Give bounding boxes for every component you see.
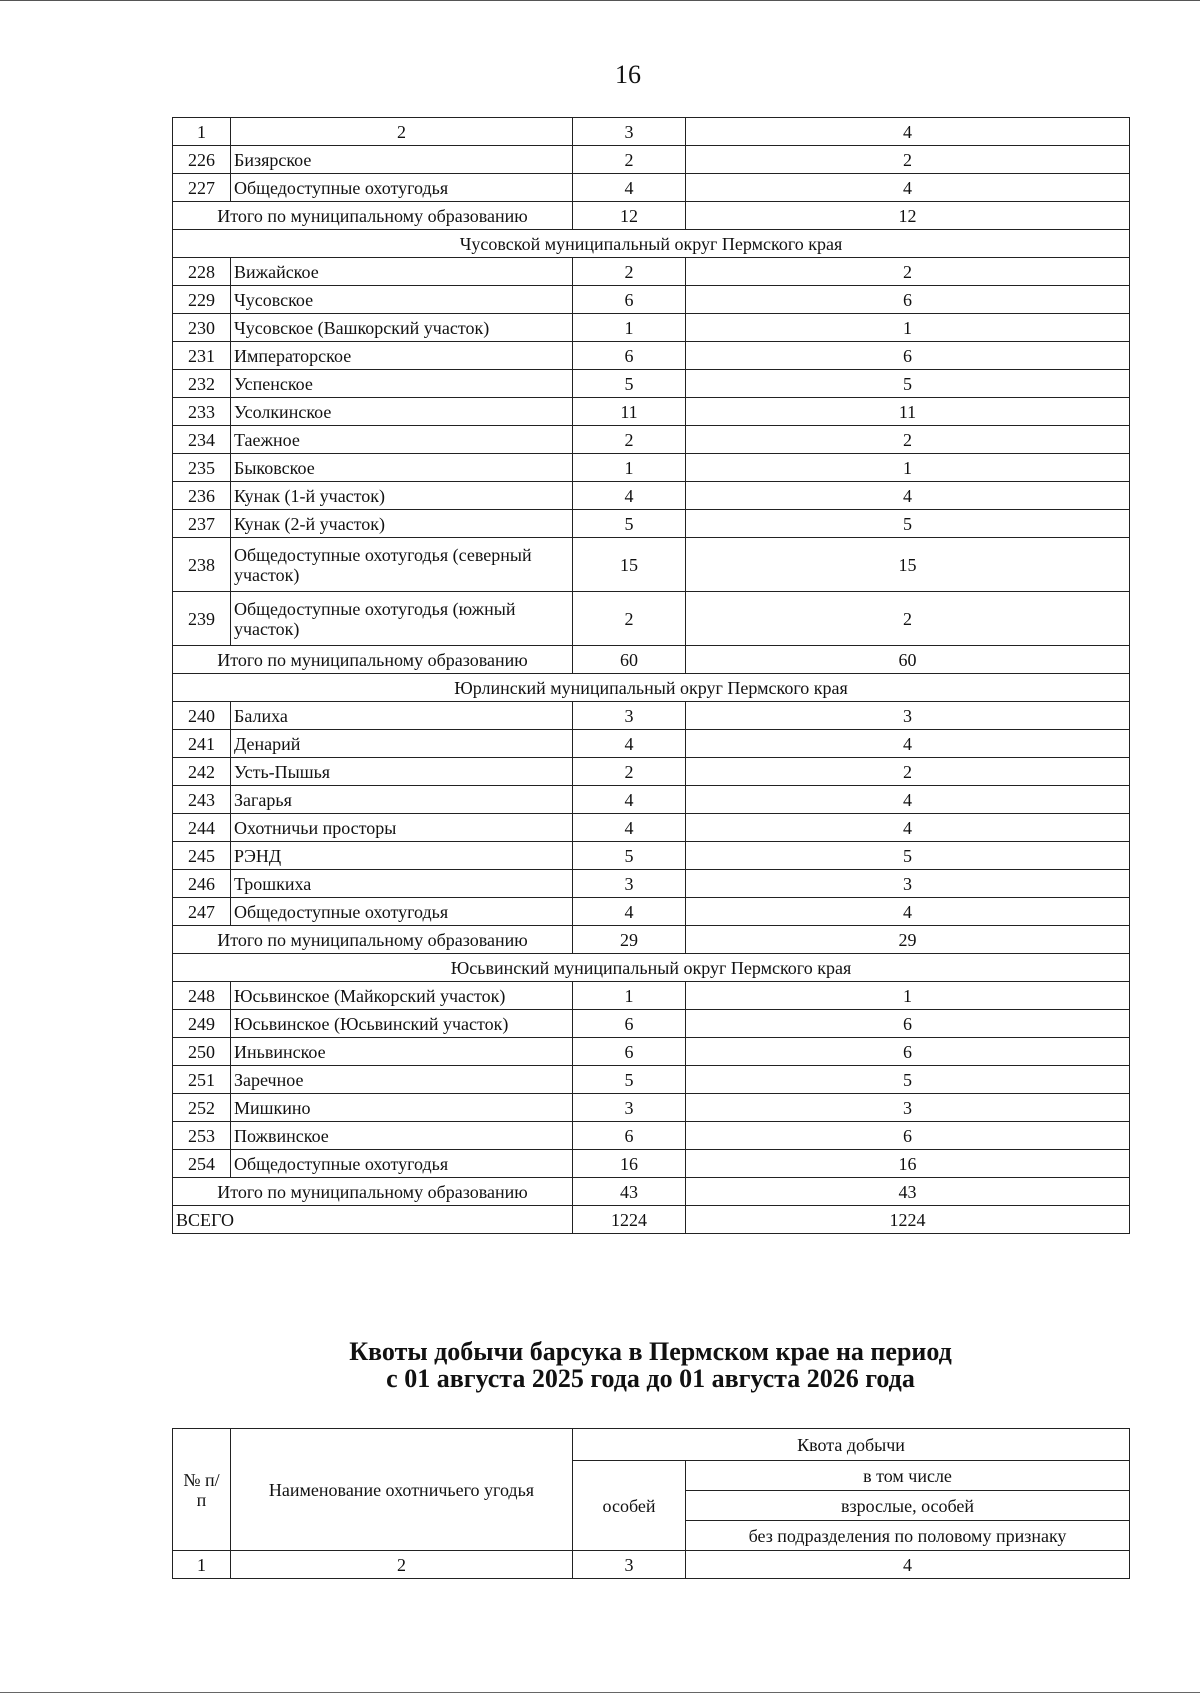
- hunting-ground-row: [173, 538, 1130, 592]
- subtotal-adults: 29: [686, 926, 1130, 954]
- column-index-cell: 1: [173, 1551, 231, 1579]
- quota-individuals: 2: [573, 426, 686, 454]
- quota-individuals: 1: [573, 314, 686, 342]
- column-index-cell: 3: [573, 118, 686, 146]
- row-number: 246: [173, 870, 231, 898]
- quota-individuals: 6: [573, 286, 686, 314]
- hunting-ground-row: [173, 314, 1130, 342]
- quota-adults: 2: [686, 146, 1130, 174]
- hunting-ground-name: Пожвинское: [231, 1122, 573, 1150]
- quota-adults: 4: [686, 174, 1130, 202]
- row-number: 254: [173, 1150, 231, 1178]
- quota-adults: 6: [686, 1038, 1130, 1066]
- hunting-ground-row: [173, 174, 1130, 202]
- hunting-ground-row: [173, 842, 1130, 870]
- quota-adults: 1: [686, 454, 1130, 482]
- header-adults: взрослые, особей: [686, 1491, 1130, 1521]
- hunting-ground-row: [173, 1010, 1130, 1038]
- quota-individuals: 2: [573, 592, 686, 646]
- hunting-ground-name: Чусовское (Вашкорский участок): [231, 314, 573, 342]
- row-number: 247: [173, 898, 231, 926]
- quota-adults: 5: [686, 510, 1130, 538]
- row-number: 235: [173, 454, 231, 482]
- subtotal-adults: 12: [686, 202, 1130, 230]
- hunting-ground-row: [173, 814, 1130, 842]
- column-index-cell: 2: [231, 118, 573, 146]
- quota-adults: 5: [686, 842, 1130, 870]
- row-number: 238: [173, 538, 231, 592]
- row-number: 251: [173, 1066, 231, 1094]
- hunting-ground-name: Заречное: [231, 1066, 573, 1094]
- header-hunting-ground: Наименование охотничьего угодья: [231, 1429, 573, 1551]
- quota-adults: 3: [686, 702, 1130, 730]
- row-number: 237: [173, 510, 231, 538]
- quota-adults: 3: [686, 1094, 1130, 1122]
- quota-individuals: 6: [573, 1122, 686, 1150]
- hunting-ground-name: Юсьвинское (Юсьвинский участок): [231, 1010, 573, 1038]
- hunting-ground-row: [173, 730, 1130, 758]
- row-number: 252: [173, 1094, 231, 1122]
- hunting-ground-name: Балиха: [231, 702, 573, 730]
- hunting-ground-row: [173, 870, 1130, 898]
- quota-individuals: 3: [573, 870, 686, 898]
- hunting-ground-name: РЭНД: [231, 842, 573, 870]
- quota-individuals: 2: [573, 146, 686, 174]
- hunting-ground-name: Денарий: [231, 730, 573, 758]
- quota-individuals: 4: [573, 482, 686, 510]
- scan-top-edge: [0, 0, 1200, 1]
- hunting-ground-row: [173, 510, 1130, 538]
- hunting-ground-name: Общедоступные охотугодья: [231, 898, 573, 926]
- quota-adults: 1: [686, 982, 1130, 1010]
- quota-individuals: 4: [573, 786, 686, 814]
- grand-total-row: [173, 1206, 1130, 1234]
- row-number: 241: [173, 730, 231, 758]
- quota-individuals: 11: [573, 398, 686, 426]
- hunting-ground-row: [173, 342, 1130, 370]
- title-line-1: Квоты добычи барсука в Пермском крае на период: [349, 1337, 952, 1366]
- hunting-ground-name: Загарья: [231, 786, 573, 814]
- quota-individuals: 2: [573, 258, 686, 286]
- badger-quota-table: [172, 1428, 1130, 1579]
- row-number: 229: [173, 286, 231, 314]
- hunting-ground-row: [173, 786, 1130, 814]
- hunting-ground-row: [173, 592, 1130, 646]
- quota-individuals: 5: [573, 842, 686, 870]
- hunting-ground-row: [173, 426, 1130, 454]
- row-number: 249: [173, 1010, 231, 1038]
- hunting-ground-name: Успенское: [231, 370, 573, 398]
- subtotal-row: [173, 646, 1130, 674]
- quota-individuals: 4: [573, 814, 686, 842]
- hunting-ground-row: [173, 1150, 1130, 1178]
- row-number: 245: [173, 842, 231, 870]
- district-header-row: [173, 230, 1130, 258]
- row-number: 233: [173, 398, 231, 426]
- hunting-ground-name: Бизярское: [231, 146, 573, 174]
- hunting-ground-row: [173, 146, 1130, 174]
- hunting-ground-name: Кунак (1-й участок): [231, 482, 573, 510]
- row-number: 228: [173, 258, 231, 286]
- hunting-ground-name: Общедоступные охотугодья: [231, 174, 573, 202]
- quota-adults: 6: [686, 342, 1130, 370]
- section-title: [172, 1338, 1129, 1392]
- row-number: 243: [173, 786, 231, 814]
- header-no-sex-division: без подразделения по половому признаку: [686, 1521, 1130, 1551]
- quota-individuals: 3: [573, 1094, 686, 1122]
- quota-adults: 4: [686, 730, 1130, 758]
- subtotal-label: Итого по муниципальному образованию: [173, 646, 573, 674]
- quota-adults: 6: [686, 1122, 1130, 1150]
- subtotal-adults: 43: [686, 1178, 1130, 1206]
- quota-adults: 3: [686, 870, 1130, 898]
- hunting-ground-name: Общедоступные охотугодья: [231, 1150, 573, 1178]
- hunting-ground-name: Мишкино: [231, 1094, 573, 1122]
- column-index-cell: 3: [573, 1551, 686, 1579]
- quota-individuals: 2: [573, 758, 686, 786]
- row-number: 232: [173, 370, 231, 398]
- hunting-ground-row: [173, 898, 1130, 926]
- row-number: 244: [173, 814, 231, 842]
- subtotal-individuals: 43: [573, 1178, 686, 1206]
- district-header-row: [173, 674, 1130, 702]
- quota-adults: 5: [686, 370, 1130, 398]
- column-index-cell: 2: [231, 1551, 573, 1579]
- subtotal-row: [173, 926, 1130, 954]
- hunting-ground-name: Таежное: [231, 426, 573, 454]
- quota-individuals: 5: [573, 510, 686, 538]
- hunting-ground-name: Общедоступные охотугодья (южный участок): [231, 592, 573, 646]
- row-number: 253: [173, 1122, 231, 1150]
- quota-individuals: 3: [573, 702, 686, 730]
- quota-individuals: 5: [573, 370, 686, 398]
- quota-adults: 4: [686, 898, 1130, 926]
- quota-adults: 11: [686, 398, 1130, 426]
- hunting-ground-row: [173, 1122, 1130, 1150]
- hunting-ground-name: Чусовское: [231, 286, 573, 314]
- quota-adults: 4: [686, 786, 1130, 814]
- hunting-ground-row: [173, 370, 1130, 398]
- quota-individuals: 5: [573, 1066, 686, 1094]
- subtotal-row: [173, 1178, 1130, 1206]
- quota-adults: 5: [686, 1066, 1130, 1094]
- quota-individuals: 4: [573, 898, 686, 926]
- page-number: 16: [615, 60, 641, 89]
- hunting-ground-name: Общедоступные охотугодья (северный участок): [231, 538, 573, 592]
- hunting-ground-row: [173, 758, 1130, 786]
- quota-adults: 2: [686, 426, 1130, 454]
- header-individuals: особей: [573, 1461, 686, 1551]
- grand-total-individuals: 1224: [573, 1206, 686, 1234]
- hunting-ground-row: [173, 454, 1130, 482]
- subtotal-individuals: 60: [573, 646, 686, 674]
- subtotal-individuals: 29: [573, 926, 686, 954]
- hunting-ground-row: [173, 482, 1130, 510]
- district-header-row: [173, 954, 1130, 982]
- row-number: 242: [173, 758, 231, 786]
- row-number: 234: [173, 426, 231, 454]
- subtotal-label: Итого по муниципальному образованию: [173, 1178, 573, 1206]
- quota-adults: 15: [686, 538, 1130, 592]
- hunting-ground-name: Охотничьи просторы: [231, 814, 573, 842]
- quota-adults: 1: [686, 314, 1130, 342]
- header-number: № п/п: [173, 1429, 231, 1551]
- subtotal-individuals: 12: [573, 202, 686, 230]
- row-number: 231: [173, 342, 231, 370]
- quota-individuals: 1: [573, 982, 686, 1010]
- row-number: 236: [173, 482, 231, 510]
- hunting-ground-row: [173, 398, 1130, 426]
- subtotal-row: [173, 202, 1130, 230]
- row-number: 227: [173, 174, 231, 202]
- hunting-ground-name: Вижайское: [231, 258, 573, 286]
- row-number: 250: [173, 1038, 231, 1066]
- column-index-row: [173, 118, 1130, 146]
- hunting-ground-name: Иньвинское: [231, 1038, 573, 1066]
- quota-individuals: 15: [573, 538, 686, 592]
- quota-individuals: 6: [573, 1038, 686, 1066]
- quota-adults: 16: [686, 1150, 1130, 1178]
- quota-individuals: 6: [573, 342, 686, 370]
- row-number: 230: [173, 314, 231, 342]
- row-number: 226: [173, 146, 231, 174]
- grand-total-label: ВСЕГО: [173, 1206, 573, 1234]
- column-index-row: [173, 1551, 1130, 1579]
- quota-individuals: 4: [573, 730, 686, 758]
- hunting-ground-name: Трошкиха: [231, 870, 573, 898]
- quota-adults: 2: [686, 592, 1130, 646]
- quota-adults: 2: [686, 258, 1130, 286]
- hunting-ground-row: [173, 702, 1130, 730]
- hunting-ground-row: [173, 1066, 1130, 1094]
- column-index-cell: 4: [686, 118, 1130, 146]
- quota-table-continued: [172, 117, 1130, 1234]
- quota-adults: 6: [686, 1010, 1130, 1038]
- column-index-cell: 4: [686, 1551, 1130, 1579]
- hunting-ground-name: Быковское: [231, 454, 573, 482]
- header-row-quota: [173, 1429, 1130, 1461]
- scan-bottom-edge: [0, 1692, 1200, 1693]
- hunting-ground-row: [173, 1038, 1130, 1066]
- row-number: 239: [173, 592, 231, 646]
- hunting-ground-row: [173, 258, 1130, 286]
- quota-adults: 4: [686, 814, 1130, 842]
- quota-individuals: 16: [573, 1150, 686, 1178]
- quota-adults: 4: [686, 482, 1130, 510]
- title-line-2: с 01 августа 2025 года до 01 августа 2026 года: [386, 1364, 915, 1393]
- quota-individuals: 6: [573, 1010, 686, 1038]
- district-name: Чусовской муниципальный округ Пермского края: [173, 230, 1130, 258]
- quota-individuals: 1: [573, 454, 686, 482]
- hunting-ground-name: Кунак (2-й участок): [231, 510, 573, 538]
- column-index-cell: 1: [173, 118, 231, 146]
- header-including: в том числе: [686, 1461, 1130, 1491]
- quota-adults: 2: [686, 758, 1130, 786]
- hunting-ground-row: [173, 286, 1130, 314]
- hunting-ground-name: Усть-Пышья: [231, 758, 573, 786]
- district-name: Юрлинский муниципальный округ Пермского края: [173, 674, 1130, 702]
- hunting-ground-row: [173, 982, 1130, 1010]
- subtotal-adults: 60: [686, 646, 1130, 674]
- hunting-ground-name: Императорское: [231, 342, 573, 370]
- hunting-ground-row: [173, 1094, 1130, 1122]
- row-number: 248: [173, 982, 231, 1010]
- quota-individuals: 4: [573, 174, 686, 202]
- subtotal-label: Итого по муниципальному образованию: [173, 202, 573, 230]
- header-quota: Квота добычи: [573, 1429, 1130, 1461]
- row-number: 240: [173, 702, 231, 730]
- grand-total-adults: 1224: [686, 1206, 1130, 1234]
- hunting-ground-name: Усолкинское: [231, 398, 573, 426]
- hunting-ground-name: Юсьвинское (Майкорский участок): [231, 982, 573, 1010]
- quota-adults: 6: [686, 286, 1130, 314]
- subtotal-label: Итого по муниципальному образованию: [173, 926, 573, 954]
- district-name: Юсьвинский муниципальный округ Пермского края: [173, 954, 1130, 982]
